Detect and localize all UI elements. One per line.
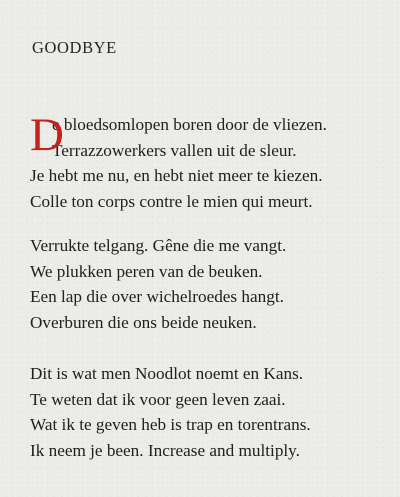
stanza-2: [30, 233, 286, 335]
poem-line-text: e bloedsomlopen boren door de vliezen.: [52, 115, 327, 134]
poem-line: Overburen die ons beide neuken.: [30, 312, 257, 332]
poem-line: Te weten dat ik voor geen leven zaai.: [30, 389, 286, 409]
poem-line: Je hebt me nu, en hebt niet meer te kiezen.: [30, 166, 323, 186]
poem-line: Verrukte telgang. Gêne die me vangt.: [30, 236, 287, 255]
poem-line: Colle ton corps contre le mien qui meurt.: [30, 191, 313, 211]
poem-line: Terrazzowerkers vallen uit de sleur.: [52, 140, 297, 160]
poem-line: Wat ik te geven heb is trap en torentrans.: [30, 415, 311, 435]
poem-line: Dit is wat men Noodlot noemt en Kans.: [30, 364, 304, 383]
poem-title: GOODBYE: [32, 38, 117, 57]
stanza-3: [30, 361, 311, 463]
stanza-1: [30, 109, 327, 214]
poem-line: Een lap die over wichelroedes hangt.: [30, 287, 284, 307]
drop-cap: D: [30, 109, 64, 161]
poem-line: We plukken peren van de beuken.: [30, 261, 263, 281]
poem-line: Ik neem je been. Increase and multiply.: [30, 440, 300, 460]
